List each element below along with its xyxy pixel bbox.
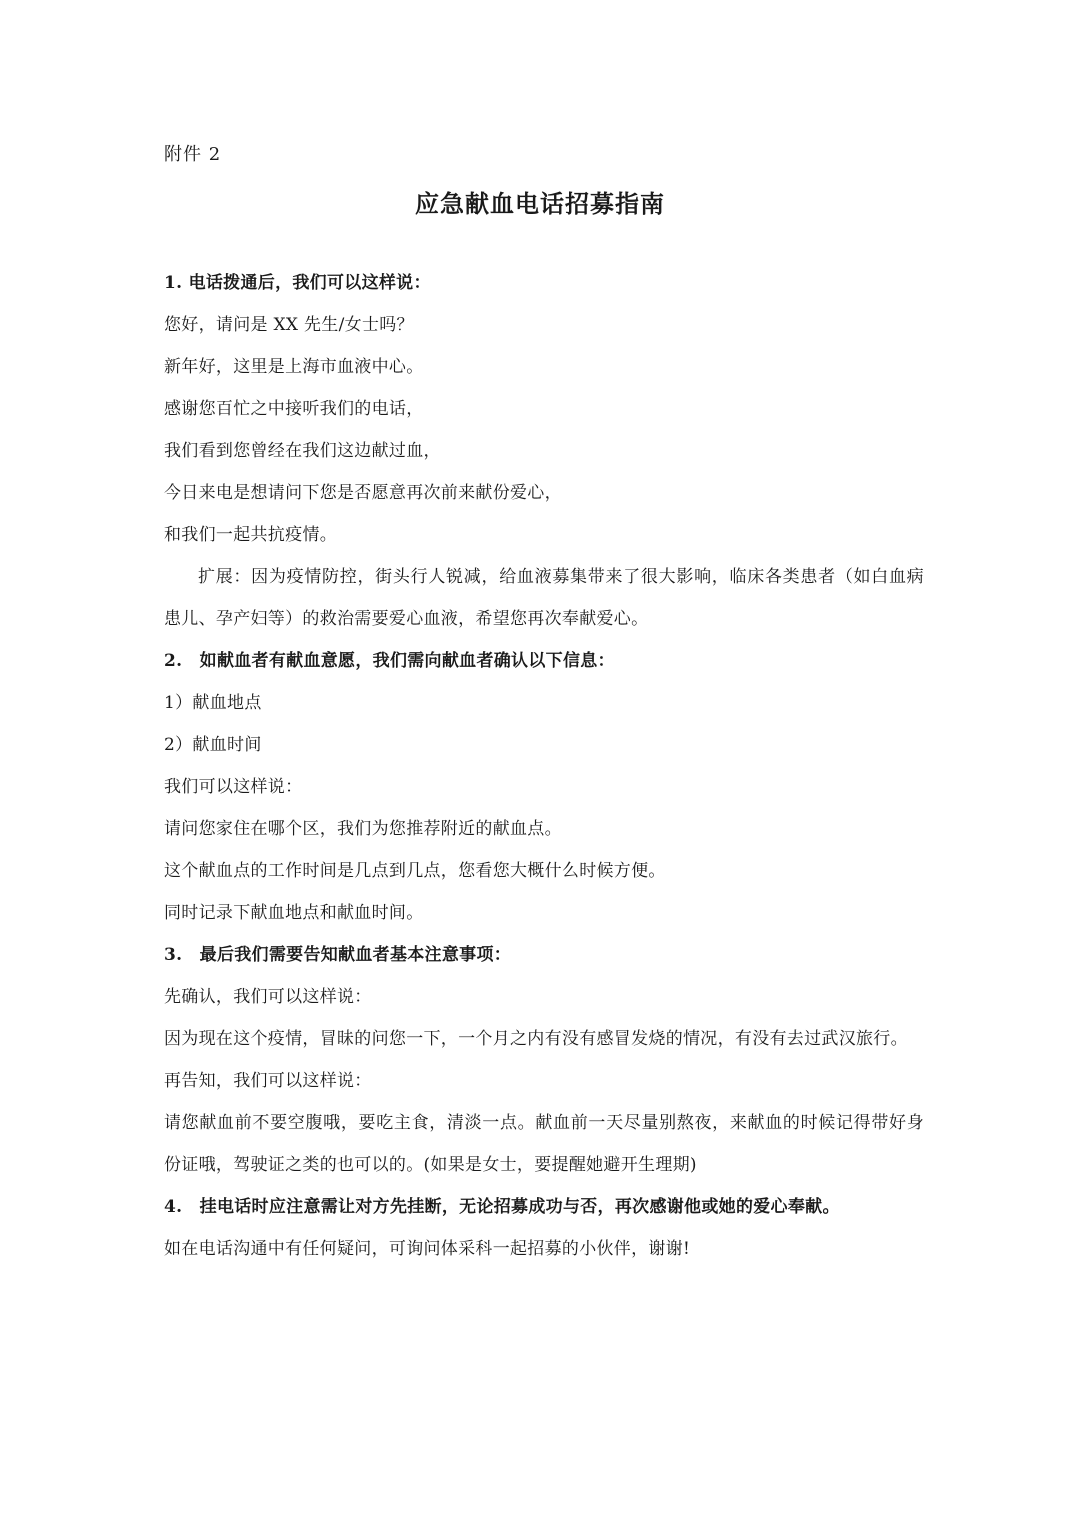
script-line: 和我们一起共抗疫情。	[164, 525, 337, 545]
script-line: 今日来电是想请问下您是否愿意再次前来献份爱心，	[164, 483, 562, 503]
script-line: 感谢您百忙之中接听我们的电话，	[164, 399, 424, 419]
attachment-label: 附件 2	[164, 144, 222, 165]
closing-line: 如在电话沟通中有任何疑问，可询问体采科一起招募的小伙伴，谢谢!	[164, 1239, 691, 1259]
script-line: 同时记录下献血地点和献血时间。	[164, 903, 424, 923]
section-1-heading: 1. 电话拨通后，我们可以这样说：	[164, 273, 431, 293]
document-title: 应急献血电话招募指南	[415, 189, 665, 218]
section-2-heading: 2. 如献血者有献血意愿，我们需向献血者确认以下信息：	[164, 651, 615, 671]
script-line: 请问您家住在哪个区，我们为您推荐附近的献血点。	[164, 819, 562, 839]
confirm-intro: 先确认，我们可以这样说：	[164, 987, 372, 1007]
section-3-heading: 3. 最后我们需要告知献血者基本注意事项：	[164, 945, 512, 965]
info-item: 2）献血时间	[164, 735, 262, 755]
section-4-heading: 4. 挂电话时应注意需让对方先挂断，无论招募成功与否，再次感谢他或她的爱心奉献。	[164, 1197, 840, 1217]
script-line: 我们可以这样说：	[164, 777, 303, 797]
script-line: 您好，请问是 XX 先生/女士吗？	[164, 315, 414, 335]
script-line: 新年好，这里是上海市血液中心。	[164, 357, 424, 377]
expansion-paragraph: 扩展：因为疫情防控，街头行人锐减，给血液募集带来了很大影响，临床各类患者（如白血病患儿、孕产妇等）的救治需要爱心血液，希望您再次奉献爱心。	[164, 567, 924, 629]
notify-text: 请您献血前不要空腹哦，要吃主食，清淡一点。献血前一天尽量别熬夜，来献血的时候记得带好身份证哦，驾驶证之类的也可以的。(如果是女士，要提醒她避开生理期)	[164, 1113, 924, 1175]
confirm-text: 因为现在这个疫情，冒昧的问您一下，一个月之内有没有感冒发烧的情况，有没有去过武汉旅行。	[164, 1029, 908, 1049]
document-body	[164, 262, 924, 1270]
notify-intro: 再告知，我们可以这样说：	[164, 1071, 372, 1091]
script-line: 这个献血点的工作时间是几点到几点，您看您大概什么时候方便。	[164, 861, 666, 881]
info-item: 1）献血地点	[164, 693, 262, 713]
script-line: 我们看到您曾经在我们这边献过血，	[164, 441, 441, 461]
